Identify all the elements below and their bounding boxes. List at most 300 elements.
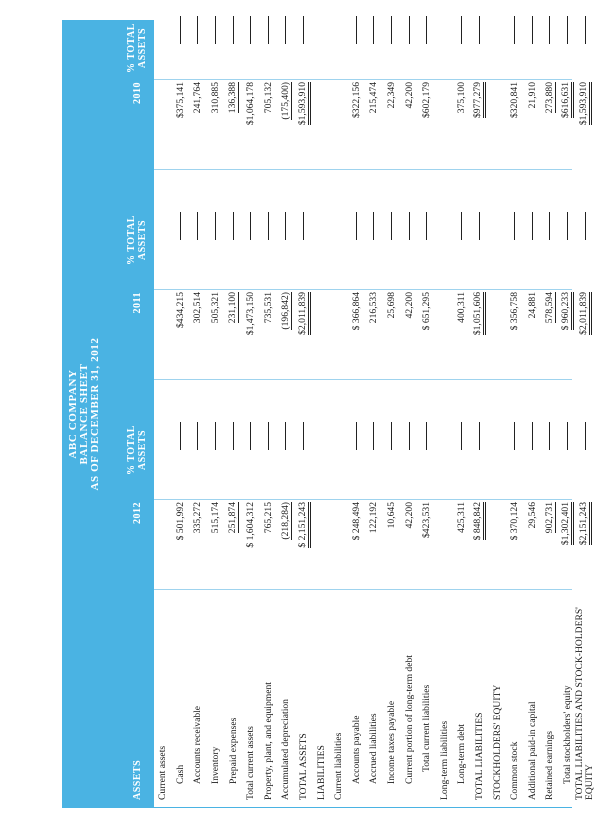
pct-blank-line [576, 16, 594, 44]
pct-blank-line [207, 422, 225, 450]
pct-blank-line [383, 212, 401, 240]
pct-blank-line [383, 422, 401, 450]
pct-blank-line [260, 422, 278, 450]
value-cell-2010 [365, 82, 383, 148]
value-cell-2010 [242, 82, 260, 148]
fill-in-line [549, 422, 550, 450]
value-text: 302,514 [192, 292, 204, 324]
value-text: 335,272 [192, 502, 204, 534]
pct-blank-line [277, 16, 295, 44]
fill-in-line [585, 16, 586, 44]
balance-sheet-table [62, 20, 596, 808]
pct-blank-line [400, 16, 418, 44]
pct-blank-line [453, 422, 471, 450]
fill-in-line [180, 16, 181, 44]
row-label: Inventory [210, 746, 222, 784]
table-row [488, 20, 506, 808]
fill-in-line [532, 422, 533, 450]
table-row [506, 20, 524, 808]
pct-blank-line [207, 212, 225, 240]
fill-in-line [426, 16, 427, 44]
value-cell-2012 [224, 502, 242, 568]
row-label: Current portion of long-term debt [403, 655, 415, 784]
pct-blank-line [365, 212, 383, 240]
table-row [189, 20, 207, 808]
fill-in-line [461, 212, 462, 240]
table-row [365, 20, 383, 808]
value-text: $1,593,910 [297, 82, 311, 125]
fill-in-line [268, 212, 269, 240]
pct-header-line2: ASSETS [137, 429, 148, 471]
value-text: 273,880 [543, 82, 555, 114]
fill-in-line [215, 212, 216, 240]
pct-blank-line [541, 16, 559, 44]
pct-blank-line [559, 16, 577, 44]
value-cell-2011 [400, 292, 418, 358]
fill-in-line [514, 422, 515, 450]
value-cell-2010 [295, 82, 313, 148]
table-row [576, 20, 594, 808]
value-text: 42,200 [403, 502, 415, 529]
value-cell-2012 [365, 502, 383, 568]
fill-in-line [549, 16, 550, 44]
fill-in-line [373, 212, 374, 240]
fill-in-line [197, 16, 198, 44]
fill-in-line [426, 212, 427, 240]
table-row [523, 20, 541, 808]
statement-date: AS OF DECEMBER 31, 2012 [89, 337, 101, 491]
value-cell-2012 [576, 502, 594, 568]
table-row [348, 20, 366, 808]
fill-in-line [532, 16, 533, 44]
value-cell-2012 [260, 502, 278, 568]
pct-blank-line [471, 16, 489, 44]
row-label: Common stock [509, 741, 521, 800]
fill-in-line [479, 422, 480, 450]
value-cell-2011 [559, 292, 577, 358]
fill-in-line [285, 422, 286, 450]
pct-blank-line [348, 16, 366, 44]
value-cell-2011 [260, 292, 278, 358]
fill-in-line [567, 422, 568, 450]
fill-in-line [250, 422, 251, 450]
table-row [383, 20, 401, 808]
value-text: 241,764 [192, 82, 204, 114]
row-label: Retained earnings [544, 731, 556, 800]
row-label: STOCKHOLDERS' EQUITY [491, 684, 503, 800]
value-cell-2010 [453, 82, 471, 148]
fill-in-line [197, 212, 198, 240]
value-cell-2011 [506, 292, 524, 358]
pct-blank-line [453, 212, 471, 240]
pct-blank-line [523, 422, 541, 450]
fill-in-line [356, 212, 357, 240]
value-cell-2012 [348, 502, 366, 568]
value-text: $434,215 [174, 292, 186, 328]
value-text: $616,631 [560, 82, 574, 118]
row-label: Property, plant, and equipment [262, 682, 274, 800]
value-text: 231,100 [227, 292, 239, 324]
value-cell-2010 [471, 82, 489, 148]
pct-blank-line [418, 212, 436, 240]
pct-blank-line [576, 422, 594, 450]
value-cell-2010 [400, 82, 418, 148]
value-text: $1,051,606 [472, 292, 486, 335]
table-row [453, 20, 471, 808]
value-cell-2011 [523, 292, 541, 358]
pct-blank-line [242, 212, 260, 240]
value-cell-2011 [453, 292, 471, 358]
value-text: 10,645 [386, 502, 398, 529]
fill-in-line [514, 212, 515, 240]
table-row [224, 20, 242, 808]
value-text: 310,885 [210, 82, 222, 114]
pct-blank-line [189, 16, 207, 44]
value-cell-2012 [400, 502, 418, 568]
value-text: 29,546 [526, 502, 538, 529]
fill-in-line [479, 212, 480, 240]
row-label: Income taxes payable [386, 700, 398, 784]
fill-in-line [250, 212, 251, 240]
pct-blank-line [559, 212, 577, 240]
value-text: $ 848,842 [472, 502, 486, 540]
value-text: $602,179 [421, 82, 433, 118]
fill-in-line [303, 212, 304, 240]
year-2010-header: 2010 [131, 82, 143, 104]
table-row [207, 20, 225, 808]
pct-blank-line [207, 16, 225, 44]
value-cell-2012 [172, 502, 190, 568]
table-row [330, 20, 348, 808]
pct-blank-line [172, 16, 190, 44]
value-cell-2012 [207, 502, 225, 568]
pct-blank-line [295, 16, 313, 44]
value-cell-2012 [506, 502, 524, 568]
row-label: Total stockholders' equity [561, 685, 573, 784]
value-text: 578,594 [543, 292, 555, 324]
pct-blank-line [383, 16, 401, 44]
pct-blank-line [224, 16, 242, 44]
value-text: $ 501,992 [174, 502, 186, 541]
value-text: $ 356,758 [509, 292, 521, 331]
value-text: 375,100 [456, 82, 468, 114]
value-text: 25,698 [386, 292, 398, 319]
pct-blank-line [471, 212, 489, 240]
pct-blank-line [365, 422, 383, 450]
value-text: 21,910 [526, 82, 538, 109]
value-text: $ 370,124 [509, 502, 521, 541]
value-text: $375,141 [174, 82, 186, 118]
row-label: Current liabilities [333, 732, 345, 800]
row-label: Accounts payable [350, 715, 362, 784]
value-cell-2012 [383, 502, 401, 568]
value-text: 765,215 [262, 502, 274, 534]
value-text: 515,174 [210, 502, 222, 534]
pct-blank-line [277, 212, 295, 240]
fill-in-line [233, 212, 234, 240]
fill-in-line [356, 422, 357, 450]
fill-in-line [285, 16, 286, 44]
value-text: 425,311 [456, 502, 468, 533]
pct-blank-line [541, 212, 559, 240]
row-label: Total current assets [245, 726, 257, 800]
value-text: $423,531 [421, 502, 433, 538]
fill-in-line [215, 422, 216, 450]
table-row [436, 20, 454, 808]
row-label: Prepaid expenses [227, 717, 239, 784]
fill-in-line [356, 16, 357, 44]
table-row [418, 20, 436, 808]
fill-in-line [180, 422, 181, 450]
value-text: 705,132 [262, 82, 274, 114]
fill-in-line [391, 212, 392, 240]
pct-blank-line [541, 422, 559, 450]
pct-blank-line [242, 16, 260, 44]
value-text: 251,874 [227, 502, 239, 534]
pct-blank-line [506, 212, 524, 240]
pct-blank-line [242, 422, 260, 450]
pct-blank-line [576, 212, 594, 240]
pct-blank-line [400, 212, 418, 240]
value-cell-2011 [576, 292, 594, 358]
row-label: LIABILITIES [315, 745, 327, 800]
value-cell-2010 [523, 82, 541, 148]
pct-blank-line [224, 212, 242, 240]
row-label: Total current liabilities [421, 684, 433, 772]
row-label: Long-term debt [456, 724, 468, 784]
pct-blank-line [471, 422, 489, 450]
company-name: ABC COMPANY [67, 369, 79, 459]
fill-in-line [285, 212, 286, 240]
assets-column-header: ASSETS [131, 759, 143, 800]
value-text: $ 651,295 [421, 292, 433, 331]
value-text: $1,064,178 [245, 82, 257, 126]
fill-in-line [567, 16, 568, 44]
table-row [295, 20, 313, 808]
value-text: $ 366,864 [350, 292, 362, 331]
value-cell-2011 [365, 292, 383, 358]
pct-header-line1: % TOTAL [126, 23, 137, 73]
pct-blank-line [172, 422, 190, 450]
value-text: 136,388 [227, 82, 239, 114]
fill-in-line [532, 212, 533, 240]
pct-blank-line [277, 422, 295, 450]
value-text: 22,349 [386, 82, 398, 109]
value-text: $1,302,401 [560, 502, 574, 545]
fill-in-line [250, 16, 251, 44]
value-cell-2010 [348, 82, 366, 148]
value-cell-2010 [506, 82, 524, 148]
value-text: $ 960,233 [560, 292, 574, 330]
fill-in-line [233, 16, 234, 44]
fill-in-line [585, 212, 586, 240]
value-text: $2,151,243 [578, 502, 592, 545]
value-text: $1,593,910 [578, 82, 592, 125]
value-cell-2011 [541, 292, 559, 358]
pct-blank-line [260, 212, 278, 240]
pct-blank-line [348, 212, 366, 240]
value-cell-2010 [189, 82, 207, 148]
fill-in-line [585, 422, 586, 450]
fill-in-line [268, 422, 269, 450]
pct-blank-line [224, 422, 242, 450]
value-text: 42,200 [403, 292, 415, 319]
pct-blank-line [260, 16, 278, 44]
value-cell-2010 [260, 82, 278, 148]
fill-in-line [391, 16, 392, 44]
value-cell-2010 [541, 82, 559, 148]
value-cell-2011 [418, 292, 436, 358]
table-row [312, 20, 330, 808]
pct-blank-line [506, 16, 524, 44]
value-text: 42,200 [403, 82, 415, 109]
value-text: 505,321 [210, 292, 222, 324]
value-cell-2011 [277, 292, 295, 358]
pct-blank-line [189, 212, 207, 240]
value-text: 902,731 [543, 502, 555, 534]
year-2011-header: 2011 [131, 292, 143, 314]
pct-blank-line [418, 16, 436, 44]
pct-blank-line [348, 422, 366, 450]
pct-blank-line [418, 422, 436, 450]
fill-in-line [549, 212, 550, 240]
value-text: 216,533 [368, 292, 380, 324]
table-row [400, 20, 418, 808]
pct-blank-line [365, 16, 383, 44]
table-row [172, 20, 190, 808]
value-text: $ 248,494 [350, 502, 362, 541]
fill-in-line [215, 16, 216, 44]
value-cell-2012 [471, 502, 489, 568]
pct-blank-line [400, 422, 418, 450]
value-cell-2012 [541, 502, 559, 568]
value-cell-2010 [172, 82, 190, 148]
fill-in-line [426, 422, 427, 450]
value-text: $977,279 [472, 82, 486, 118]
value-text: $1,473,150 [245, 292, 257, 336]
fill-in-line [373, 16, 374, 44]
row-label: TOTAL LIABILITIES [473, 712, 485, 800]
value-text: 215,474 [368, 82, 380, 114]
fill-in-line [268, 16, 269, 44]
value-text: $320,841 [509, 82, 521, 118]
row-label: Cash [174, 764, 186, 784]
pct-blank-line [506, 422, 524, 450]
value-text: 122,192 [368, 502, 380, 534]
value-cell-2010 [576, 82, 594, 148]
fill-in-line [197, 422, 198, 450]
pct-total-header-2012 [120, 410, 154, 490]
fill-in-line [391, 422, 392, 450]
value-text: (218,284) [279, 502, 291, 540]
fill-in-line [233, 422, 234, 450]
value-cell-2010 [383, 82, 401, 148]
row-label: Current assets [157, 745, 169, 800]
value-cell-2010 [224, 82, 242, 148]
fill-in-line [461, 16, 462, 44]
value-cell-2010 [207, 82, 225, 148]
value-text: $ 2,151,243 [297, 502, 311, 548]
row-label: TOTAL LIABILITIES AND STOCK-HOLDERS' EQUITY [574, 607, 596, 800]
value-text: (196,842) [279, 292, 291, 330]
fill-in-line [409, 16, 410, 44]
row-label: TOTAL ASSETS [298, 733, 310, 800]
value-text: (175,400) [279, 82, 291, 120]
value-cell-2012 [559, 502, 577, 568]
fill-in-line [461, 422, 462, 450]
value-cell-2012 [418, 502, 436, 568]
pct-total-header-2010 [120, 18, 154, 78]
fill-in-line [567, 212, 568, 240]
value-cell-2011 [189, 292, 207, 358]
value-text: $322,156 [350, 82, 362, 118]
row-label: Accounts receivable [192, 705, 204, 784]
pct-header-line1: % TOTAL [126, 215, 137, 265]
value-cell-2010 [277, 82, 295, 148]
pct-blank-line [453, 16, 471, 44]
table-row [471, 20, 489, 808]
value-cell-2011 [207, 292, 225, 358]
value-text: $ 1,604,312 [245, 502, 257, 548]
fill-in-line [303, 16, 304, 44]
fill-in-line [514, 16, 515, 44]
value-text: $2,011,839 [578, 292, 592, 335]
statement-title: BALANCE SHEET [78, 363, 90, 465]
value-cell-2011 [295, 292, 313, 358]
table-row [541, 20, 559, 808]
value-cell-2011 [471, 292, 489, 358]
pct-header-line2: ASSETS [137, 27, 148, 69]
value-cell-2010 [559, 82, 577, 148]
value-cell-2012 [453, 502, 471, 568]
value-cell-2012 [189, 502, 207, 568]
table-body [154, 20, 594, 808]
value-cell-2011 [224, 292, 242, 358]
row-label: Accumulated depreciation [280, 699, 292, 800]
fill-in-line [373, 422, 374, 450]
value-text: 400,311 [456, 292, 468, 323]
value-text: 24,881 [526, 292, 538, 319]
value-cell-2011 [172, 292, 190, 358]
pct-blank-line [559, 422, 577, 450]
fill-in-line [409, 212, 410, 240]
row-label: Long-term liabilities [438, 720, 450, 800]
pct-blank-line [189, 422, 207, 450]
fill-in-line [303, 422, 304, 450]
value-cell-2012 [242, 502, 260, 568]
table-row [242, 20, 260, 808]
table-row [260, 20, 278, 808]
value-cell-2010 [418, 82, 436, 148]
fill-in-line [180, 212, 181, 240]
table-row [154, 20, 172, 808]
pct-blank-line [295, 422, 313, 450]
value-cell-2011 [242, 292, 260, 358]
row-label: Additional paid-in capital [526, 701, 538, 800]
pct-header-line2: ASSETS [137, 219, 148, 261]
pct-blank-line [523, 212, 541, 240]
pct-blank-line [523, 16, 541, 44]
title-block [68, 20, 101, 808]
value-cell-2011 [348, 292, 366, 358]
value-cell-2012 [277, 502, 295, 568]
fill-in-line [479, 16, 480, 44]
value-text: $2,011,839 [297, 292, 311, 335]
value-text: 735,531 [262, 292, 274, 324]
pct-total-header-2011 [120, 200, 154, 280]
table-row [277, 20, 295, 808]
value-cell-2012 [295, 502, 313, 568]
